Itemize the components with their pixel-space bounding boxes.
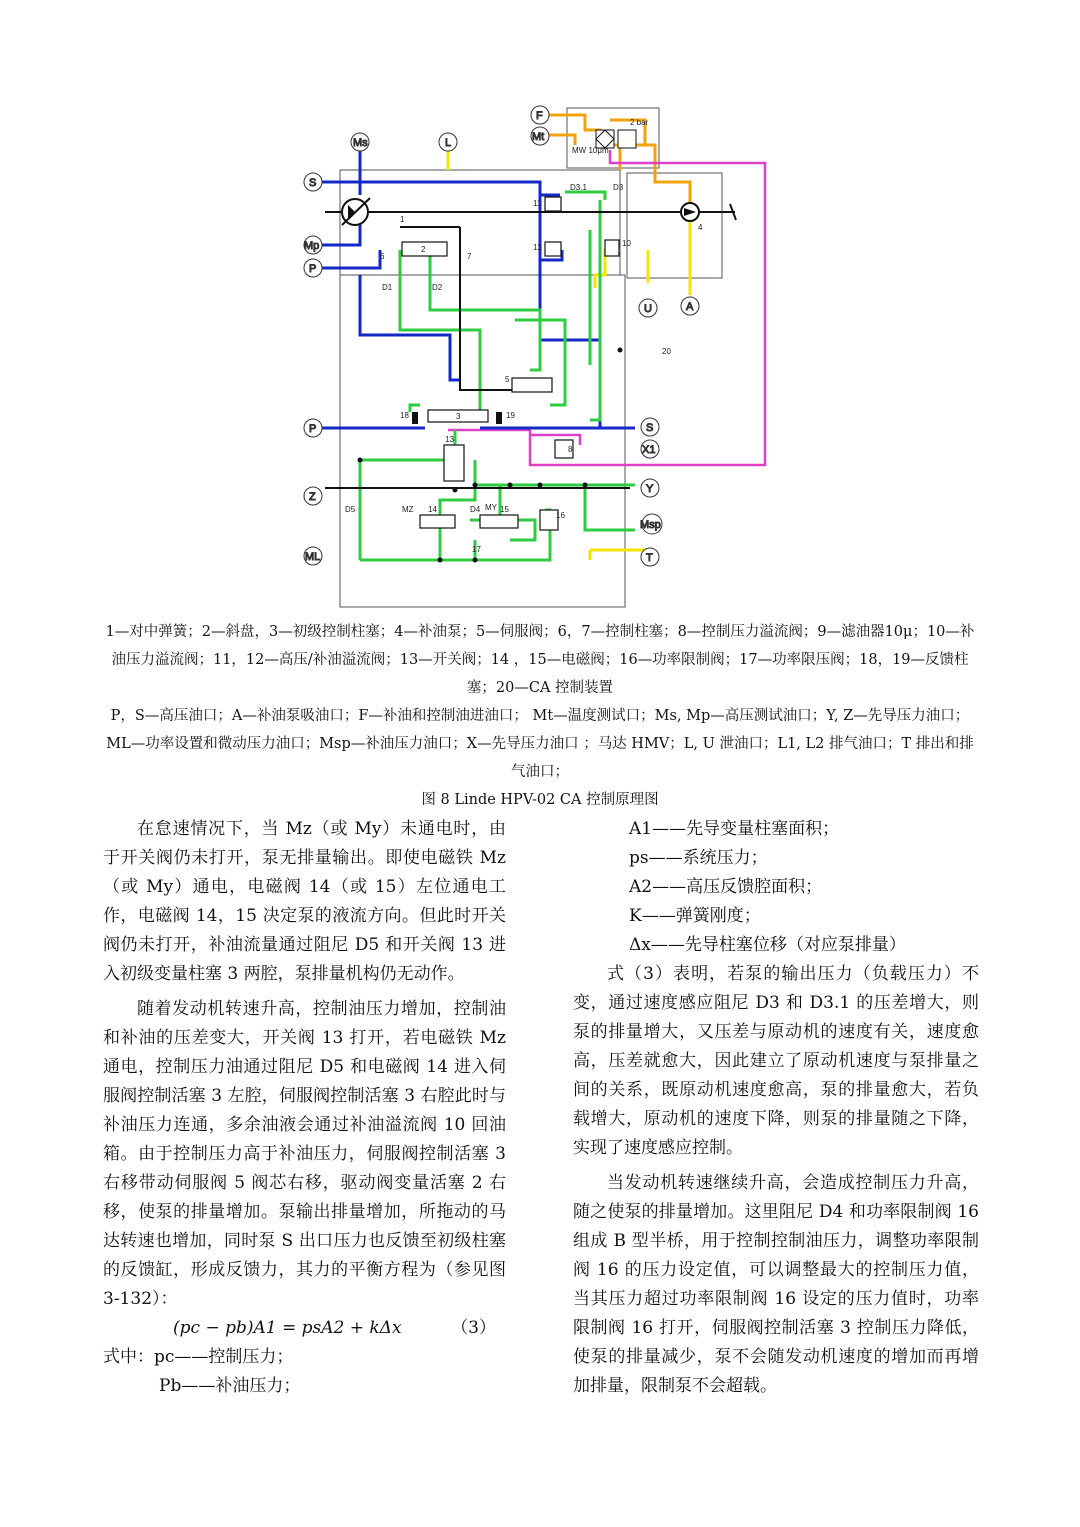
hydraulic-schematic-figure bbox=[300, 100, 780, 610]
label-D4: D4 bbox=[470, 505, 481, 514]
ports-right bbox=[639, 297, 699, 566]
port-T: T bbox=[646, 552, 653, 564]
label-D3: D3 bbox=[613, 183, 624, 192]
label-14: 14 bbox=[428, 505, 437, 514]
port-S-left: S bbox=[309, 177, 317, 189]
label-11: 11 bbox=[533, 199, 542, 208]
port-X1: X1 bbox=[642, 444, 656, 456]
equation-3 bbox=[103, 1314, 506, 1343]
label-D2: D2 bbox=[432, 283, 443, 292]
label-18: 18 bbox=[400, 411, 409, 420]
port-F: F bbox=[536, 110, 543, 122]
port-U: U bbox=[644, 303, 652, 315]
label-MZ: MZ bbox=[402, 505, 414, 514]
label-15: 15 bbox=[500, 505, 509, 514]
port-Mp: Mp bbox=[304, 240, 320, 252]
label-16: 16 bbox=[556, 511, 565, 520]
port-L: L bbox=[445, 137, 452, 149]
equation-formula: (pc − pb)A1 = psA2 + kΔx bbox=[173, 1318, 402, 1338]
paragraph-speed-increase: 随着发动机转速升高，控制油压力增加，控制油和补油的压差变大，开关阀 13 打开，若电磁铁 Mz 通电，控制压力油通过阻尼 D5 和电磁阀 14 进入伺服阀控制活塞 3 左腔，伺服阀控制活塞 3 右腔此时与补油压力连通，多余油液会通过补油溢流阀 10 回油箱。由于控制压力高于补油压力，伺服阀控制活塞 3 右移带动伺服阀 5 阀芯右移，驱动阀变量活塞 2 右移，使泵的排量增加。泵输出排量增加，所拖动的马达转速也增加，同时泵 S 出口压力也反馈至初级柱塞的反馈缸，形成反馈力，其力的平衡方程为（参见图 3-132）： bbox=[103, 999, 506, 1309]
label-2: 2 bbox=[421, 245, 426, 254]
label-19: 19 bbox=[506, 411, 515, 420]
label-1: 1 bbox=[400, 215, 405, 224]
label-filter: MW 10μm bbox=[572, 146, 609, 155]
label-17: 17 bbox=[472, 545, 481, 554]
pump-symbol bbox=[342, 198, 370, 225]
ports-top bbox=[439, 106, 549, 151]
figure-legend-parts: 1—对中弹簧；2—斜盘，3—初级控制柱塞；4—补油泵；5—伺服阀；6，7—控制柱塞；8—控制压力溢流阀；9—滤油器10μ；10—补油压力溢流阀；11，12—高压/补油溢流阀；13—开关阀；14 ，15—电磁阀；16—功率限制阀；17—功率限压阀；18，19—反馈柱塞；20—CA 控制装置 bbox=[105, 624, 975, 696]
paragraph-idle: 在怠速情况下，当 Mz（或 My）未通电时，由于开关阀仍未打开，泵无排量输出。即使电磁铁 Mz（或 My）通电，电磁阀 14（或 15）左位通电工作，电磁阀 14，15 决定泵的液流方向。但此时开关阀仍未打开，补油流量通过阻尼 D5 和开关阀 13 进入初级变量柱塞 3 两腔，泵排量机构仍无动作。 bbox=[103, 819, 506, 984]
hydraulic-schematic bbox=[300, 100, 780, 610]
label-12: 12 bbox=[533, 243, 542, 252]
definition-k: K——弹簧刚度； bbox=[629, 906, 761, 926]
label-8: 8 bbox=[568, 445, 573, 454]
port-Y: Y bbox=[646, 483, 654, 495]
definition-a2: A2——高压反馈腔面积； bbox=[629, 877, 823, 897]
valve-blocks bbox=[402, 197, 619, 530]
port-Z: Z bbox=[309, 491, 316, 503]
drain-dots bbox=[358, 348, 623, 563]
port-S-right: S bbox=[646, 422, 654, 434]
label-MY: MY bbox=[485, 503, 497, 512]
equation-number: （3） bbox=[451, 1318, 496, 1338]
label-10: 10 bbox=[622, 239, 631, 248]
label-3: 3 bbox=[456, 412, 461, 421]
paragraph-speed-sensing: 式（3）表明，若泵的输出压力（负载压力）不变，通过速度感应阻尼 D3 和 D3.1 的压差增大，则泵的排量增大，又压差与原动机的速度有关，速度愈高，压差就愈大，因此建立了原动机速度与泵排量之间的关系，既原动机速度愈高，泵的排量愈大，若负载增大，原动机的速度下降，则泵的排量随之下降，实现了速度感应控制。 bbox=[573, 964, 979, 1158]
charge-pump-symbol bbox=[681, 203, 699, 221]
label-D5: D5 bbox=[345, 505, 356, 514]
label-20: 20 bbox=[662, 347, 671, 356]
definition-a1: A1——先导变量柱塞面积； bbox=[629, 819, 840, 839]
label-4: 4 bbox=[698, 223, 703, 232]
definition-dx: Δx——先导柱塞位移（对应泵排量） bbox=[629, 935, 906, 955]
figure-caption: 图 8 Linde HPV-02 CA 控制原理图 bbox=[421, 792, 659, 808]
port-P-lower: P bbox=[309, 423, 317, 435]
port-Mt: Mt bbox=[532, 131, 545, 143]
label-7: 7 bbox=[467, 252, 472, 261]
port-ML: ML bbox=[305, 551, 321, 563]
port-P-upper: P bbox=[309, 263, 317, 275]
figure-legend-ports: P，S—高压油口；A—补油泵吸油口；F—补油和控制油进油口； Mt—温度测试口；Ms, Mp—高压测试油口；Y, Z—先导压力油口；ML—功率设置和微动压力油口；Msp—补油压力油口；X—先导压力油口 ；马达 HMV；L, U 泄油口；L1, L2 排气油口；T 排出和排气油口； bbox=[106, 708, 974, 780]
label-2bar: 2 bar bbox=[630, 118, 649, 127]
paragraph-power-limit: 当发动机转速继续升高，会造成控制压力升高，随之使泵的排量增加。这里阻尼 D4 和功率限制阀 16 组成 B 型半桥，用于控制控制油压力，调整功率限制阀 16 的压力设定值，可以调整最大的控制压力值，当其压力超过功率限制阀 16 设定的压力值时，功率限制阀 16 打开，伺服阀控制活塞 3 控制压力降低，使泵的排量减少，泵不会随发动机速度的增加而再增加排量，限制泵不会超载。 bbox=[573, 1173, 979, 1396]
label-13: 13 bbox=[445, 435, 454, 444]
port-Ms: Ms bbox=[353, 137, 368, 149]
definition-pb: Pb——补油压力； bbox=[159, 1376, 301, 1396]
label-5: 5 bbox=[505, 375, 510, 384]
port-A: A bbox=[686, 301, 694, 313]
definition-ps: ps——系统压力； bbox=[629, 848, 768, 868]
label-6: 6 bbox=[380, 252, 385, 261]
left-column bbox=[103, 815, 506, 1401]
label-D1: D1 bbox=[382, 283, 393, 292]
label-D3-1: D3.1 bbox=[570, 183, 587, 192]
right-column bbox=[573, 815, 979, 1401]
port-Msp: Msp bbox=[640, 519, 661, 531]
definition-pc: 式中：pc——控制压力； bbox=[103, 1347, 294, 1367]
